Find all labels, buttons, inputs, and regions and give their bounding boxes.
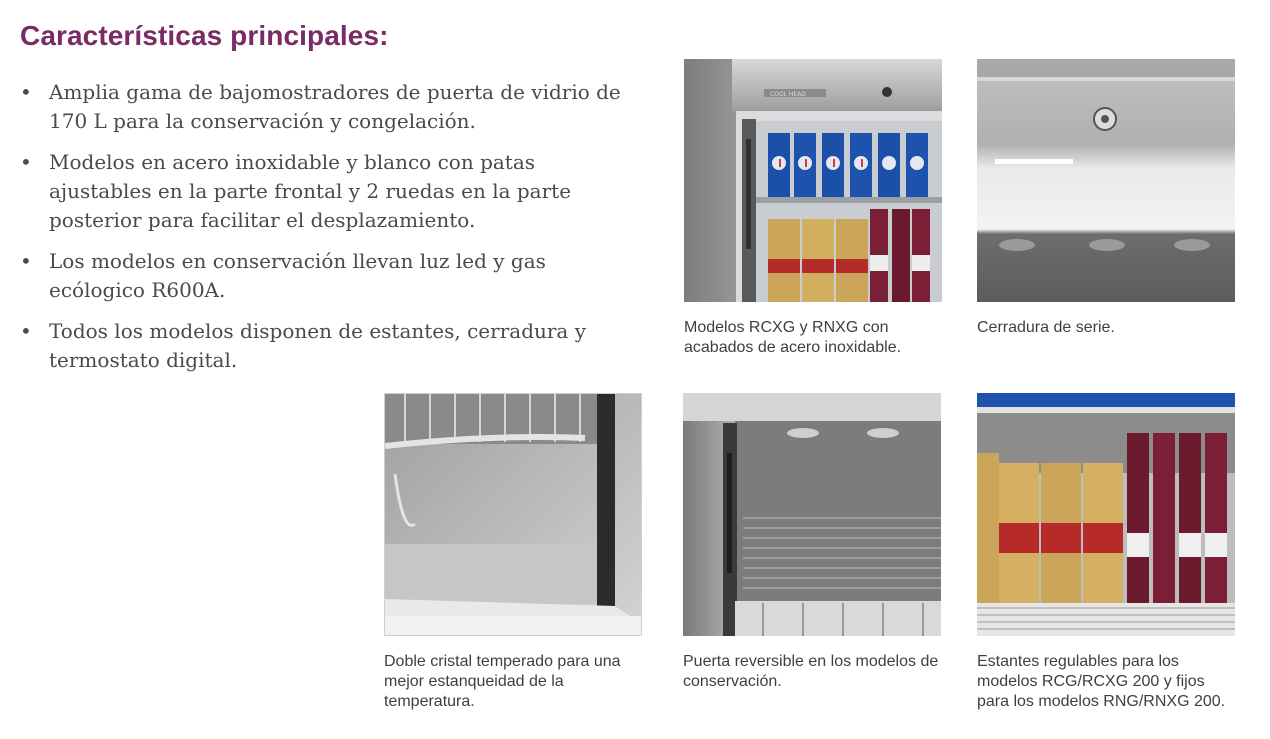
- feature-text: Modelos en acero inoxidable y blanco con patas ajustables en la parte frontal y 2 ruedas en la parte posterior para facilitar el desplazamiento.: [49, 150, 572, 232]
- photo-double-glass: [384, 393, 642, 636]
- page-title: Características principales:: [20, 20, 389, 51]
- feature-item: [20, 78, 630, 136]
- caption-reversible-door: Puerta reversible en los modelos de conservación.: [683, 653, 939, 690]
- photo-reversible-door: [683, 393, 941, 636]
- figure-reversible-door: [683, 393, 941, 692]
- feature-item: [20, 148, 630, 235]
- feature-list: [20, 78, 630, 387]
- caption-lock: Cerradura de serie.: [977, 319, 1115, 336]
- feature-item: [20, 247, 630, 305]
- figure-double-glass: [384, 393, 642, 712]
- bullet-icon: •: [20, 319, 32, 343]
- figure-lock: [977, 59, 1235, 338]
- brand-label: COOL HEAD: [770, 91, 806, 98]
- feature-item: [20, 317, 630, 375]
- figure-adjustable-shelves: [977, 393, 1235, 712]
- caption-stainless-models: Modelos RCXG y RNXG con acabados de acero inoxidable.: [684, 319, 902, 356]
- photo-stainless-fridge: [684, 59, 942, 302]
- feature-text: Todos los modelos disponen de estantes, cerradura y termostato digital.: [49, 319, 587, 372]
- photo-adjustable-shelves: [977, 393, 1235, 636]
- caption-double-glass: Doble cristal temperado para una mejor estanqueidad de la temperatura.: [384, 653, 621, 710]
- feature-text: Amplia gama de bajomostradores de puerta de vidrio de 170 L para la conservación y congelación.: [49, 80, 621, 133]
- figure-stainless-models: [684, 59, 942, 358]
- caption-adjustable-shelves: Estantes regulables para los modelos RCG/RCXG 200 y fijos para los modelos RNG/RNXG 200.: [977, 653, 1226, 710]
- bullet-icon: •: [20, 249, 32, 273]
- feature-text: Los modelos en conservación llevan luz led y gas ecólogico R600A.: [49, 249, 546, 302]
- bullet-icon: •: [20, 150, 32, 174]
- bullet-icon: •: [20, 80, 32, 104]
- photo-lock-detail: [977, 59, 1235, 302]
